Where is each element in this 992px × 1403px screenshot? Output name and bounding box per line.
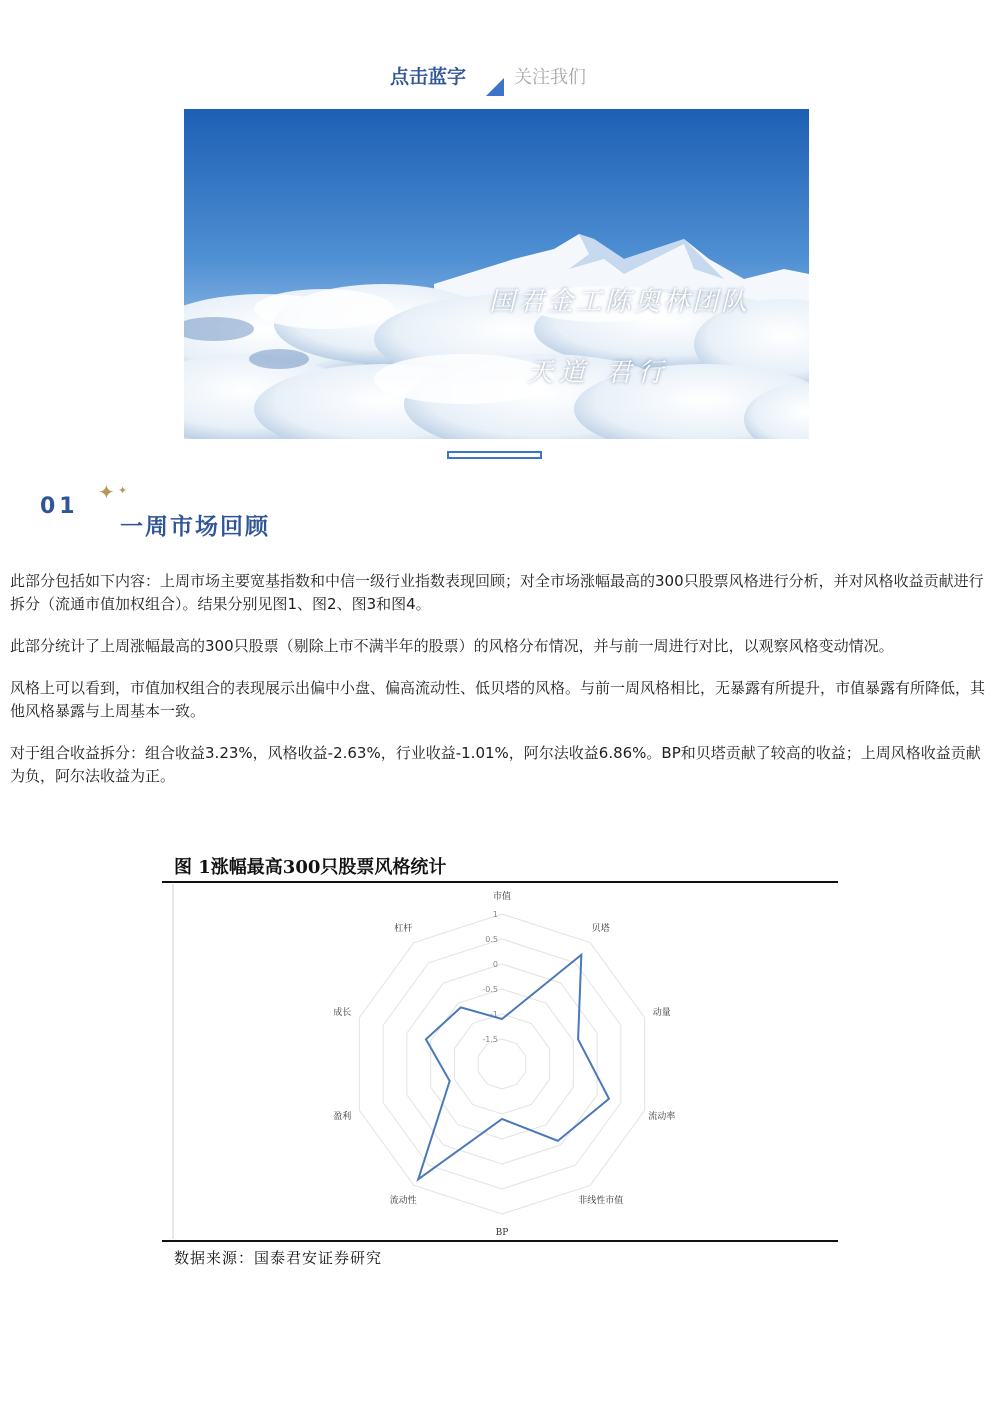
paragraph: 此部分包括如下内容：上周市场主要宽基指数和中信一级行业指数表现回顾；对全市场涨幅最高的300只股票风格进行分析，并对风格收益贡献进行拆分（流通市值加权组合）。结果分别见图1、图2、图3和图4。 — [10, 572, 984, 613]
radar-axis-label: 市值 — [492, 892, 512, 902]
radar-axis-label: 贝塔 — [591, 924, 610, 935]
radar-chart — [172, 884, 832, 1239]
figure-rule-top — [162, 881, 838, 883]
paragraph: 此部分统计了上周涨幅最高的300只股票（剔除上市不满半年的股票）的风格分布情况，并与前一周进行对比，以观察风格变动情况。 — [10, 637, 894, 655]
radar-axis-label: 盈利 — [333, 1111, 352, 1122]
radar-grid-ring — [478, 1039, 526, 1089]
section-title: 一周市场回顾 — [120, 514, 270, 540]
figure-rule-bottom — [162, 1240, 838, 1242]
figure-source: 数据来源：国泰君安证券研究 — [174, 1249, 383, 1267]
paragraph: 风格上可以看到，市值加权组合的表现展示出偏中小盘、偏高流动性、低贝塔的风格。与前一周风格相比，无暴露有所提升，市值暴露有所降低，其他风格暴露与上周基本一致。 — [10, 679, 986, 720]
radar-grid-ring — [407, 964, 597, 1164]
radar-axis-label: 杠杆 — [394, 924, 413, 935]
radar-axis-label: 流动性 — [389, 1195, 417, 1206]
body-text — [10, 570, 985, 807]
radar-axis-label: 动量 — [652, 1008, 671, 1019]
radar-grid-ring — [431, 989, 574, 1139]
radar-axis-label: 非线性市值 — [578, 1195, 624, 1206]
radar-tick-label: 0 — [492, 960, 498, 969]
mountain-cloud-picture — [184, 109, 809, 439]
radar-grid-ring — [383, 939, 621, 1189]
radar-grid-ring — [359, 914, 644, 1214]
section-number: 01 — [40, 494, 79, 519]
figure-title: 图 1涨幅最高300只股票风格统计 — [174, 857, 447, 878]
banner-image — [184, 109, 809, 439]
radar-tick-label: -1.5 — [482, 1035, 498, 1044]
radar-axis-label: 流动率 — [648, 1111, 676, 1122]
sparkle-icon: ✦ — [98, 480, 115, 504]
sparkle-small-icon: ✦ — [118, 484, 128, 497]
banner-text-motto: 天道 君行 — [527, 358, 670, 388]
radar-grid-ring — [454, 1014, 549, 1114]
radar-axis-label: 成长 — [333, 1008, 352, 1019]
triangle-icon — [486, 78, 504, 96]
radar-axis-label: BP — [495, 1228, 509, 1238]
follow-sub-text[interactable]: 关注我们 — [514, 67, 586, 88]
follow-bar[interactable] — [0, 58, 992, 98]
slider-indicator[interactable] — [447, 451, 542, 459]
radar-tick-label: -1 — [490, 1010, 498, 1019]
radar-tick-label: 1 — [492, 910, 498, 919]
banner-text-team: 国君金工陈奥林团队 — [489, 287, 751, 317]
paragraph: 对于组合收益拆分：组合收益3.23%，风格收益-2.63%，行业收益-1.01%，阿尔法收益6.86%。BP和贝塔贡献了较高的收益；上周风格收益贡献为负，阿尔法收益为正。 — [10, 744, 981, 785]
radar-tick-label: 0.5 — [485, 935, 498, 944]
radar-chart-svg — [172, 884, 832, 1239]
radar-tick-label: -0.5 — [482, 985, 498, 994]
follow-main-text[interactable]: 点击蓝字 — [390, 66, 467, 88]
